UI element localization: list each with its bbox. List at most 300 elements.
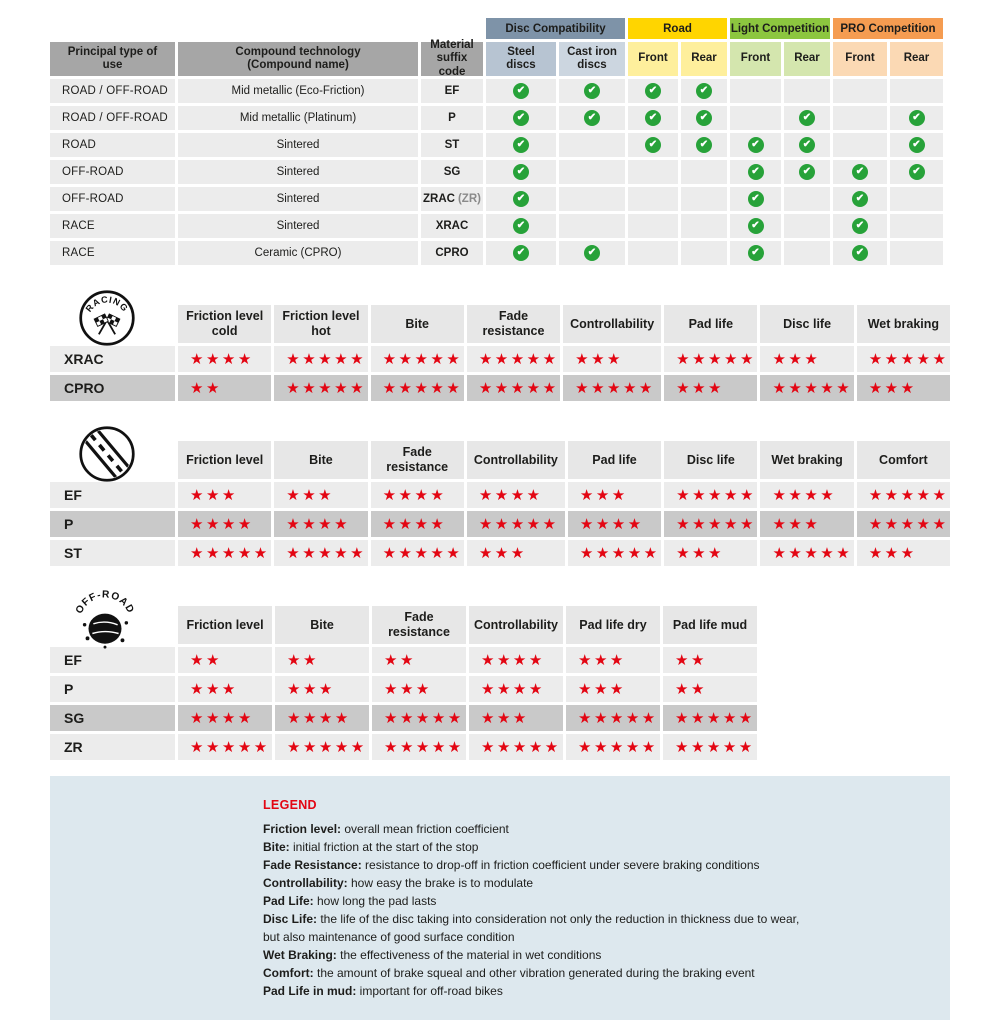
- rating-cell: [371, 346, 464, 372]
- row-label: EF: [50, 482, 175, 508]
- column-header-label: Cast iron discs: [567, 45, 617, 71]
- rating-cell: [467, 375, 560, 401]
- star-rating: ★★★★: [190, 709, 254, 727]
- group-header-road: Road: [628, 18, 727, 39]
- check-icon: ✔: [513, 245, 529, 261]
- check-icon: ✔: [852, 218, 868, 234]
- rating-cell: [566, 647, 660, 673]
- check-cell-light-competition-rear: [784, 133, 830, 157]
- column-header-label: Rear: [794, 52, 820, 65]
- rating-cell: [566, 705, 660, 731]
- column-header: Bite: [274, 441, 367, 479]
- compat-column-header-row: [50, 39, 950, 78]
- column-header: Pad life: [568, 441, 661, 479]
- star-rating: ★★: [675, 680, 707, 698]
- star-rating: ★★★★★: [481, 738, 561, 756]
- compound-cell: Mid metallic (Eco-Friction): [178, 79, 418, 103]
- rating-cell: [566, 676, 660, 702]
- legend-term: Pad Life in mud:: [263, 984, 357, 998]
- column-header-pro-competition-front: [833, 42, 887, 76]
- rating-cell: [275, 676, 369, 702]
- check-icon: ✔: [852, 164, 868, 180]
- code-cell: CPRO: [421, 241, 483, 265]
- star-rating: ★★★★★: [286, 350, 367, 368]
- rating-cell: [663, 676, 757, 702]
- check-icon: ✔: [513, 191, 529, 207]
- rating-cell: [469, 734, 563, 760]
- star-rating: ★★★★★: [384, 738, 464, 756]
- check-cell-light-competition-front: [730, 106, 781, 130]
- check-cell-road-rear: [681, 106, 727, 130]
- row-label: SG: [50, 705, 175, 731]
- star-rating: ★★★: [478, 544, 527, 562]
- check-icon: ✔: [696, 83, 712, 99]
- check-icon: ✔: [513, 110, 529, 126]
- star-rating: ★★★★★: [578, 738, 658, 756]
- star-rating: ★★: [287, 651, 319, 669]
- rating-cell: [760, 346, 853, 372]
- check-cell-cast-iron-discs: [559, 133, 625, 157]
- check-cell-pro-competition-rear: [890, 241, 943, 265]
- rating-cell: [857, 540, 950, 566]
- rating-cell: [663, 734, 757, 760]
- code-cell: EF: [421, 79, 483, 103]
- star-rating: ★★★★: [287, 709, 351, 727]
- rating-cell: [469, 647, 563, 673]
- column-header: Fade resistance: [371, 441, 464, 479]
- rating-cell: [274, 482, 367, 508]
- legend-item: Pad Life: how long the pad lasts: [263, 894, 437, 908]
- star-rating: ★★★: [575, 350, 623, 368]
- row-label: CPRO: [50, 375, 175, 401]
- check-cell-light-competition-front: [730, 133, 781, 157]
- star-rating: ★★★★★: [382, 379, 463, 397]
- racing-flags-icon: [78, 289, 136, 347]
- column-header: Wet braking: [857, 305, 950, 343]
- rating-cell: [857, 375, 950, 401]
- check-cell-steel-discs: [486, 160, 556, 184]
- column-header: Comfort: [857, 441, 950, 479]
- legend-term: Fade Resistance:: [263, 858, 362, 872]
- column-header-label: Principal type of use: [67, 45, 158, 71]
- rating-cell: [275, 734, 369, 760]
- legend-item: Wet Braking: the effectiveness of the material in wet conditions: [263, 948, 602, 962]
- column-header: Controllability: [563, 305, 661, 343]
- legend-item: Pad Life in mud: important for off-road bikes: [263, 984, 503, 998]
- check-cell-light-competition-rear: [784, 214, 830, 238]
- check-cell-steel-discs: [486, 133, 556, 157]
- check-cell-pro-competition-rear: [890, 160, 943, 184]
- star-rating: ★★★: [190, 680, 238, 698]
- check-icon: ✔: [748, 218, 764, 234]
- road-icon-svg: [78, 425, 136, 483]
- star-rating: ★★★: [579, 486, 628, 504]
- row-label: P: [50, 511, 175, 537]
- legend-term: Pad Life:: [263, 894, 314, 908]
- check-cell-pro-competition-rear: [890, 106, 943, 130]
- legend-term: Controllability:: [263, 876, 348, 890]
- use-cell: OFF-ROAD: [50, 187, 175, 211]
- check-cell-light-competition-front: [730, 241, 781, 265]
- rating-cell: [664, 511, 757, 537]
- check-cell-pro-competition-front: [833, 214, 887, 238]
- star-rating: ★★★★★: [382, 544, 463, 562]
- legend-item: Disc Life: the life of the disc taking into consideration not only the reduction in thickness due to wear, but also maintenance of good surface condition: [263, 912, 800, 944]
- star-rating: ★★★★★: [868, 350, 949, 368]
- check-cell-pro-competition-rear: [890, 214, 943, 238]
- rating-cell: [371, 511, 464, 537]
- check-icon: ✔: [696, 110, 712, 126]
- legend-item: Comfort: the amount of brake squeal and other vibration generated during the braking event: [263, 966, 755, 980]
- check-icon: ✔: [748, 191, 764, 207]
- column-header-label: Material suffix code: [430, 39, 474, 78]
- check-cell-cast-iron-discs: [559, 241, 625, 265]
- check-cell-steel-discs: [486, 187, 556, 211]
- check-cell-steel-discs: [486, 214, 556, 238]
- check-icon: ✔: [909, 164, 925, 180]
- legend-term: Wet Braking:: [263, 948, 337, 962]
- star-rating: ★★★★: [190, 350, 254, 368]
- rating-cell: [857, 482, 950, 508]
- column-header: Friction level cold: [178, 305, 271, 343]
- check-icon: ✔: [584, 83, 600, 99]
- code-cell: XRAC: [421, 214, 483, 238]
- column-header: Bite: [275, 606, 369, 644]
- rating-cell: [857, 346, 950, 372]
- check-cell-road-front: [628, 187, 678, 211]
- rating-cell: [568, 511, 661, 537]
- column-header: Wet braking: [760, 441, 853, 479]
- table-row: [50, 187, 950, 211]
- check-cell-road-rear: [681, 241, 727, 265]
- check-cell-road-rear: [681, 133, 727, 157]
- compound-cell: Sintered: [178, 133, 418, 157]
- code-cell: ZRAC (ZR): [421, 187, 483, 211]
- rating-cell: [274, 375, 367, 401]
- check-icon: ✔: [513, 164, 529, 180]
- rating-cell: [568, 540, 661, 566]
- rating-cell: [372, 647, 466, 673]
- check-icon: ✔: [799, 110, 815, 126]
- column-header-label: Front: [638, 52, 668, 65]
- code-cell: SG: [421, 160, 483, 184]
- group-header-disc: Disc Compatibility: [486, 18, 625, 39]
- check-cell-road-front: [628, 160, 678, 184]
- star-rating: ★★: [190, 379, 222, 397]
- star-rating: ★★★★★: [190, 544, 270, 562]
- row-label: XRAC: [50, 346, 175, 372]
- legend-title: LEGEND: [263, 798, 317, 812]
- rating-cell: [371, 540, 464, 566]
- star-rating: ★★★★★: [286, 544, 367, 562]
- compound-cell: Sintered: [178, 214, 418, 238]
- column-header: Bite: [371, 305, 464, 343]
- column-header: Controllability: [467, 441, 565, 479]
- offroad-splat-icon: [72, 584, 138, 650]
- rating-cell: [664, 482, 757, 508]
- rating-cell: [371, 482, 464, 508]
- rating-cell: [664, 540, 757, 566]
- offroad-splat-icon-svg: [72, 584, 138, 650]
- star-rating: ★★★: [286, 486, 335, 504]
- compound-cell: Mid metallic (Platinum): [178, 106, 418, 130]
- star-rating: ★★: [384, 651, 416, 669]
- rating-cell: [760, 511, 853, 537]
- check-icon: ✔: [748, 137, 764, 153]
- check-icon: ✔: [748, 245, 764, 261]
- compound-cell: Ceramic (CPRO): [178, 241, 418, 265]
- star-rating: ★★★★★: [868, 515, 949, 533]
- column-header-label: Rear: [691, 52, 717, 65]
- check-icon: ✔: [799, 137, 815, 153]
- star-rating: ★★★★★: [676, 515, 756, 533]
- check-cell-pro-competition-front: [833, 241, 887, 265]
- star-rating: ★★★: [190, 486, 238, 504]
- star-rating: ★★★: [676, 544, 724, 562]
- check-cell-pro-competition-front: [833, 133, 887, 157]
- star-rating: ★★★: [578, 651, 626, 669]
- star-rating: ★★★★★: [287, 738, 367, 756]
- table-row: [50, 241, 950, 265]
- group-header-pro: PRO Competition: [833, 18, 943, 39]
- check-cell-steel-discs: [486, 79, 556, 103]
- column-header-use: [50, 42, 175, 76]
- legend-item: Friction level: overall mean friction coefficient: [263, 822, 509, 836]
- column-header: Pad life dry: [566, 606, 660, 644]
- star-rating: ★★★: [384, 680, 432, 698]
- legend-term: Bite:: [263, 840, 290, 854]
- rating-cell: [178, 676, 272, 702]
- rating-cell: [467, 511, 565, 537]
- star-rating: ★★★★: [478, 486, 543, 504]
- rating-cell: [274, 540, 367, 566]
- rating-cell: [178, 734, 272, 760]
- check-cell-road-front: [628, 214, 678, 238]
- column-header: Pad life: [664, 305, 757, 343]
- check-cell-cast-iron-discs: [559, 106, 625, 130]
- star-rating: ★★★★★: [578, 709, 658, 727]
- code-cell: ST: [421, 133, 483, 157]
- check-icon: ✔: [584, 245, 600, 261]
- star-rating: ★★★★: [772, 486, 837, 504]
- check-icon: ✔: [696, 137, 712, 153]
- check-cell-road-front: [628, 133, 678, 157]
- star-rating: ★★★: [481, 709, 529, 727]
- check-cell-light-competition-front: [730, 160, 781, 184]
- svg-text:RACING: RACING: [83, 294, 131, 314]
- rating-cell: [178, 540, 271, 566]
- rating-cell: [372, 734, 466, 760]
- rating-cell: [857, 511, 950, 537]
- check-cell-light-competition-rear: [784, 187, 830, 211]
- legend-items: [263, 820, 910, 1000]
- check-cell-road-front: [628, 106, 678, 130]
- group-header-light: Light Competition: [730, 18, 830, 39]
- legend-term: Comfort:: [263, 966, 314, 980]
- legend-item: Bite: initial friction at the start of the stop: [263, 840, 479, 854]
- table-row: [50, 160, 950, 184]
- check-cell-pro-competition-rear: [890, 133, 943, 157]
- legend-item: Controllability: how easy the brake is to modulate: [263, 876, 534, 890]
- star-rating: ★★★★★: [579, 544, 660, 562]
- check-icon: ✔: [909, 137, 925, 153]
- check-cell-light-competition-rear: [784, 106, 830, 130]
- column-header-pro-competition-rear: [890, 42, 943, 76]
- rating-cell: [372, 676, 466, 702]
- legend-item: Fade Resistance: resistance to drop-off in friction coefficient under severe braking conditions: [263, 858, 760, 872]
- column-header-light-competition-rear: [784, 42, 830, 76]
- compound-cell: Sintered: [178, 187, 418, 211]
- star-rating: ★★★★: [579, 515, 644, 533]
- check-icon: ✔: [513, 83, 529, 99]
- column-header: Friction level: [178, 441, 271, 479]
- rating-cell: [178, 346, 271, 372]
- racing-ratings-table: [50, 305, 950, 401]
- row-label: ST: [50, 540, 175, 566]
- column-header-steel-discs: [486, 42, 556, 76]
- check-cell-light-competition-rear: [784, 160, 830, 184]
- check-cell-pro-competition-front: [833, 79, 887, 103]
- column-header: Fade resistance: [467, 305, 560, 343]
- star-rating: ★★★★: [286, 515, 351, 533]
- road-section: [50, 441, 950, 566]
- column-header-road-rear: [681, 42, 727, 76]
- column-header-code: [421, 39, 483, 78]
- check-cell-cast-iron-discs: [559, 160, 625, 184]
- check-cell-pro-competition-front: [833, 160, 887, 184]
- check-cell-pro-competition-front: [833, 106, 887, 130]
- column-header-light-competition-front: [730, 42, 781, 76]
- rating-cell: [274, 346, 367, 372]
- column-header: Pad life mud: [663, 606, 757, 644]
- star-rating: ★★★: [868, 379, 917, 397]
- check-icon: ✔: [909, 110, 925, 126]
- column-header: Disc life: [664, 441, 757, 479]
- code-note: (ZR): [457, 193, 481, 205]
- use-cell: ROAD: [50, 133, 175, 157]
- star-rating: ★★★★★: [478, 515, 559, 533]
- racing-flags-icon-svg: [78, 289, 136, 347]
- rating-cell: [566, 734, 660, 760]
- column-header-label: Front: [845, 52, 875, 65]
- check-icon: ✔: [584, 110, 600, 126]
- use-cell: ROAD / OFF-ROAD: [50, 79, 175, 103]
- check-icon: ✔: [645, 83, 661, 99]
- check-cell-pro-competition-rear: [890, 187, 943, 211]
- star-rating: ★★★: [578, 680, 626, 698]
- compatibility-table: [50, 18, 950, 265]
- use-cell: OFF-ROAD: [50, 160, 175, 184]
- compat-group-header-row: [50, 18, 950, 39]
- check-cell-light-competition-front: [730, 79, 781, 103]
- rating-cell: [760, 482, 853, 508]
- star-rating: ★★★★: [481, 651, 545, 669]
- table-row: [50, 106, 950, 130]
- racing-section: [50, 294, 950, 401]
- check-cell-road-rear: [681, 160, 727, 184]
- check-cell-road-rear: [681, 79, 727, 103]
- rating-cell: [467, 540, 565, 566]
- check-cell-road-front: [628, 79, 678, 103]
- column-header-label: Front: [740, 52, 771, 65]
- rating-cell: [663, 705, 757, 731]
- star-rating: ★★★★★: [384, 709, 464, 727]
- table-row: [50, 133, 950, 157]
- rating-cell: [663, 647, 757, 673]
- check-cell-road-rear: [681, 214, 727, 238]
- check-cell-light-competition-front: [730, 187, 781, 211]
- compatibility-section: [50, 18, 950, 265]
- column-header: Controllability: [469, 606, 563, 644]
- star-rating: ★★★★: [481, 680, 545, 698]
- check-icon: ✔: [852, 191, 868, 207]
- rating-cell: [469, 676, 563, 702]
- rating-cell: [664, 375, 757, 401]
- star-rating: ★★★: [772, 515, 821, 533]
- column-header-cast-iron-discs: [559, 42, 625, 76]
- check-icon: ✔: [513, 137, 529, 153]
- row-label: EF: [50, 647, 175, 673]
- star-rating: ★★★★★: [675, 709, 755, 727]
- star-rating: ★★★★★: [772, 544, 853, 562]
- star-rating: ★★★: [772, 350, 821, 368]
- check-icon: ✔: [645, 110, 661, 126]
- check-icon: ✔: [645, 137, 661, 153]
- rating-cell: [275, 705, 369, 731]
- code-cell: P: [421, 106, 483, 130]
- legend-panel: [50, 776, 950, 1020]
- star-rating: ★★★★★: [478, 379, 559, 397]
- check-icon: ✔: [799, 164, 815, 180]
- check-cell-cast-iron-discs: [559, 187, 625, 211]
- column-header: Disc life: [760, 305, 853, 343]
- road-ratings-table: [50, 441, 950, 566]
- column-header-label: Rear: [903, 52, 930, 65]
- star-rating: ★★★: [868, 544, 917, 562]
- table-row: [50, 79, 950, 103]
- star-rating: ★★: [190, 651, 222, 669]
- star-rating: ★★★: [287, 680, 335, 698]
- rating-cell: [568, 482, 661, 508]
- star-rating: ★★★★: [382, 515, 447, 533]
- rating-cell: [178, 705, 272, 731]
- row-label: P: [50, 676, 175, 702]
- column-header: Friction level: [178, 606, 272, 644]
- column-header-label: Steel discs: [506, 45, 536, 71]
- star-rating: ★★★★★: [676, 350, 756, 368]
- legend-term: Friction level:: [263, 822, 342, 836]
- star-rating: ★★★★★: [575, 379, 655, 397]
- use-cell: ROAD / OFF-ROAD: [50, 106, 175, 130]
- star-rating: ★★: [675, 651, 707, 669]
- rating-cell: [760, 375, 853, 401]
- rating-cell: [178, 511, 271, 537]
- check-cell-cast-iron-discs: [559, 79, 625, 103]
- table-row: [50, 214, 950, 238]
- check-cell-pro-competition-front: [833, 187, 887, 211]
- column-header: Fade resistance: [372, 606, 466, 644]
- check-icon: ✔: [748, 164, 764, 180]
- rating-cell: [469, 705, 563, 731]
- row-label: ZR: [50, 734, 175, 760]
- use-cell: RACE: [50, 214, 175, 238]
- rating-cell: [178, 375, 271, 401]
- offroad-section: [50, 589, 950, 760]
- star-rating: ★★★★★: [382, 350, 463, 368]
- column-header-label: Compound technology (Compound name): [235, 45, 361, 71]
- check-cell-road-front: [628, 241, 678, 265]
- rating-cell: [275, 647, 369, 673]
